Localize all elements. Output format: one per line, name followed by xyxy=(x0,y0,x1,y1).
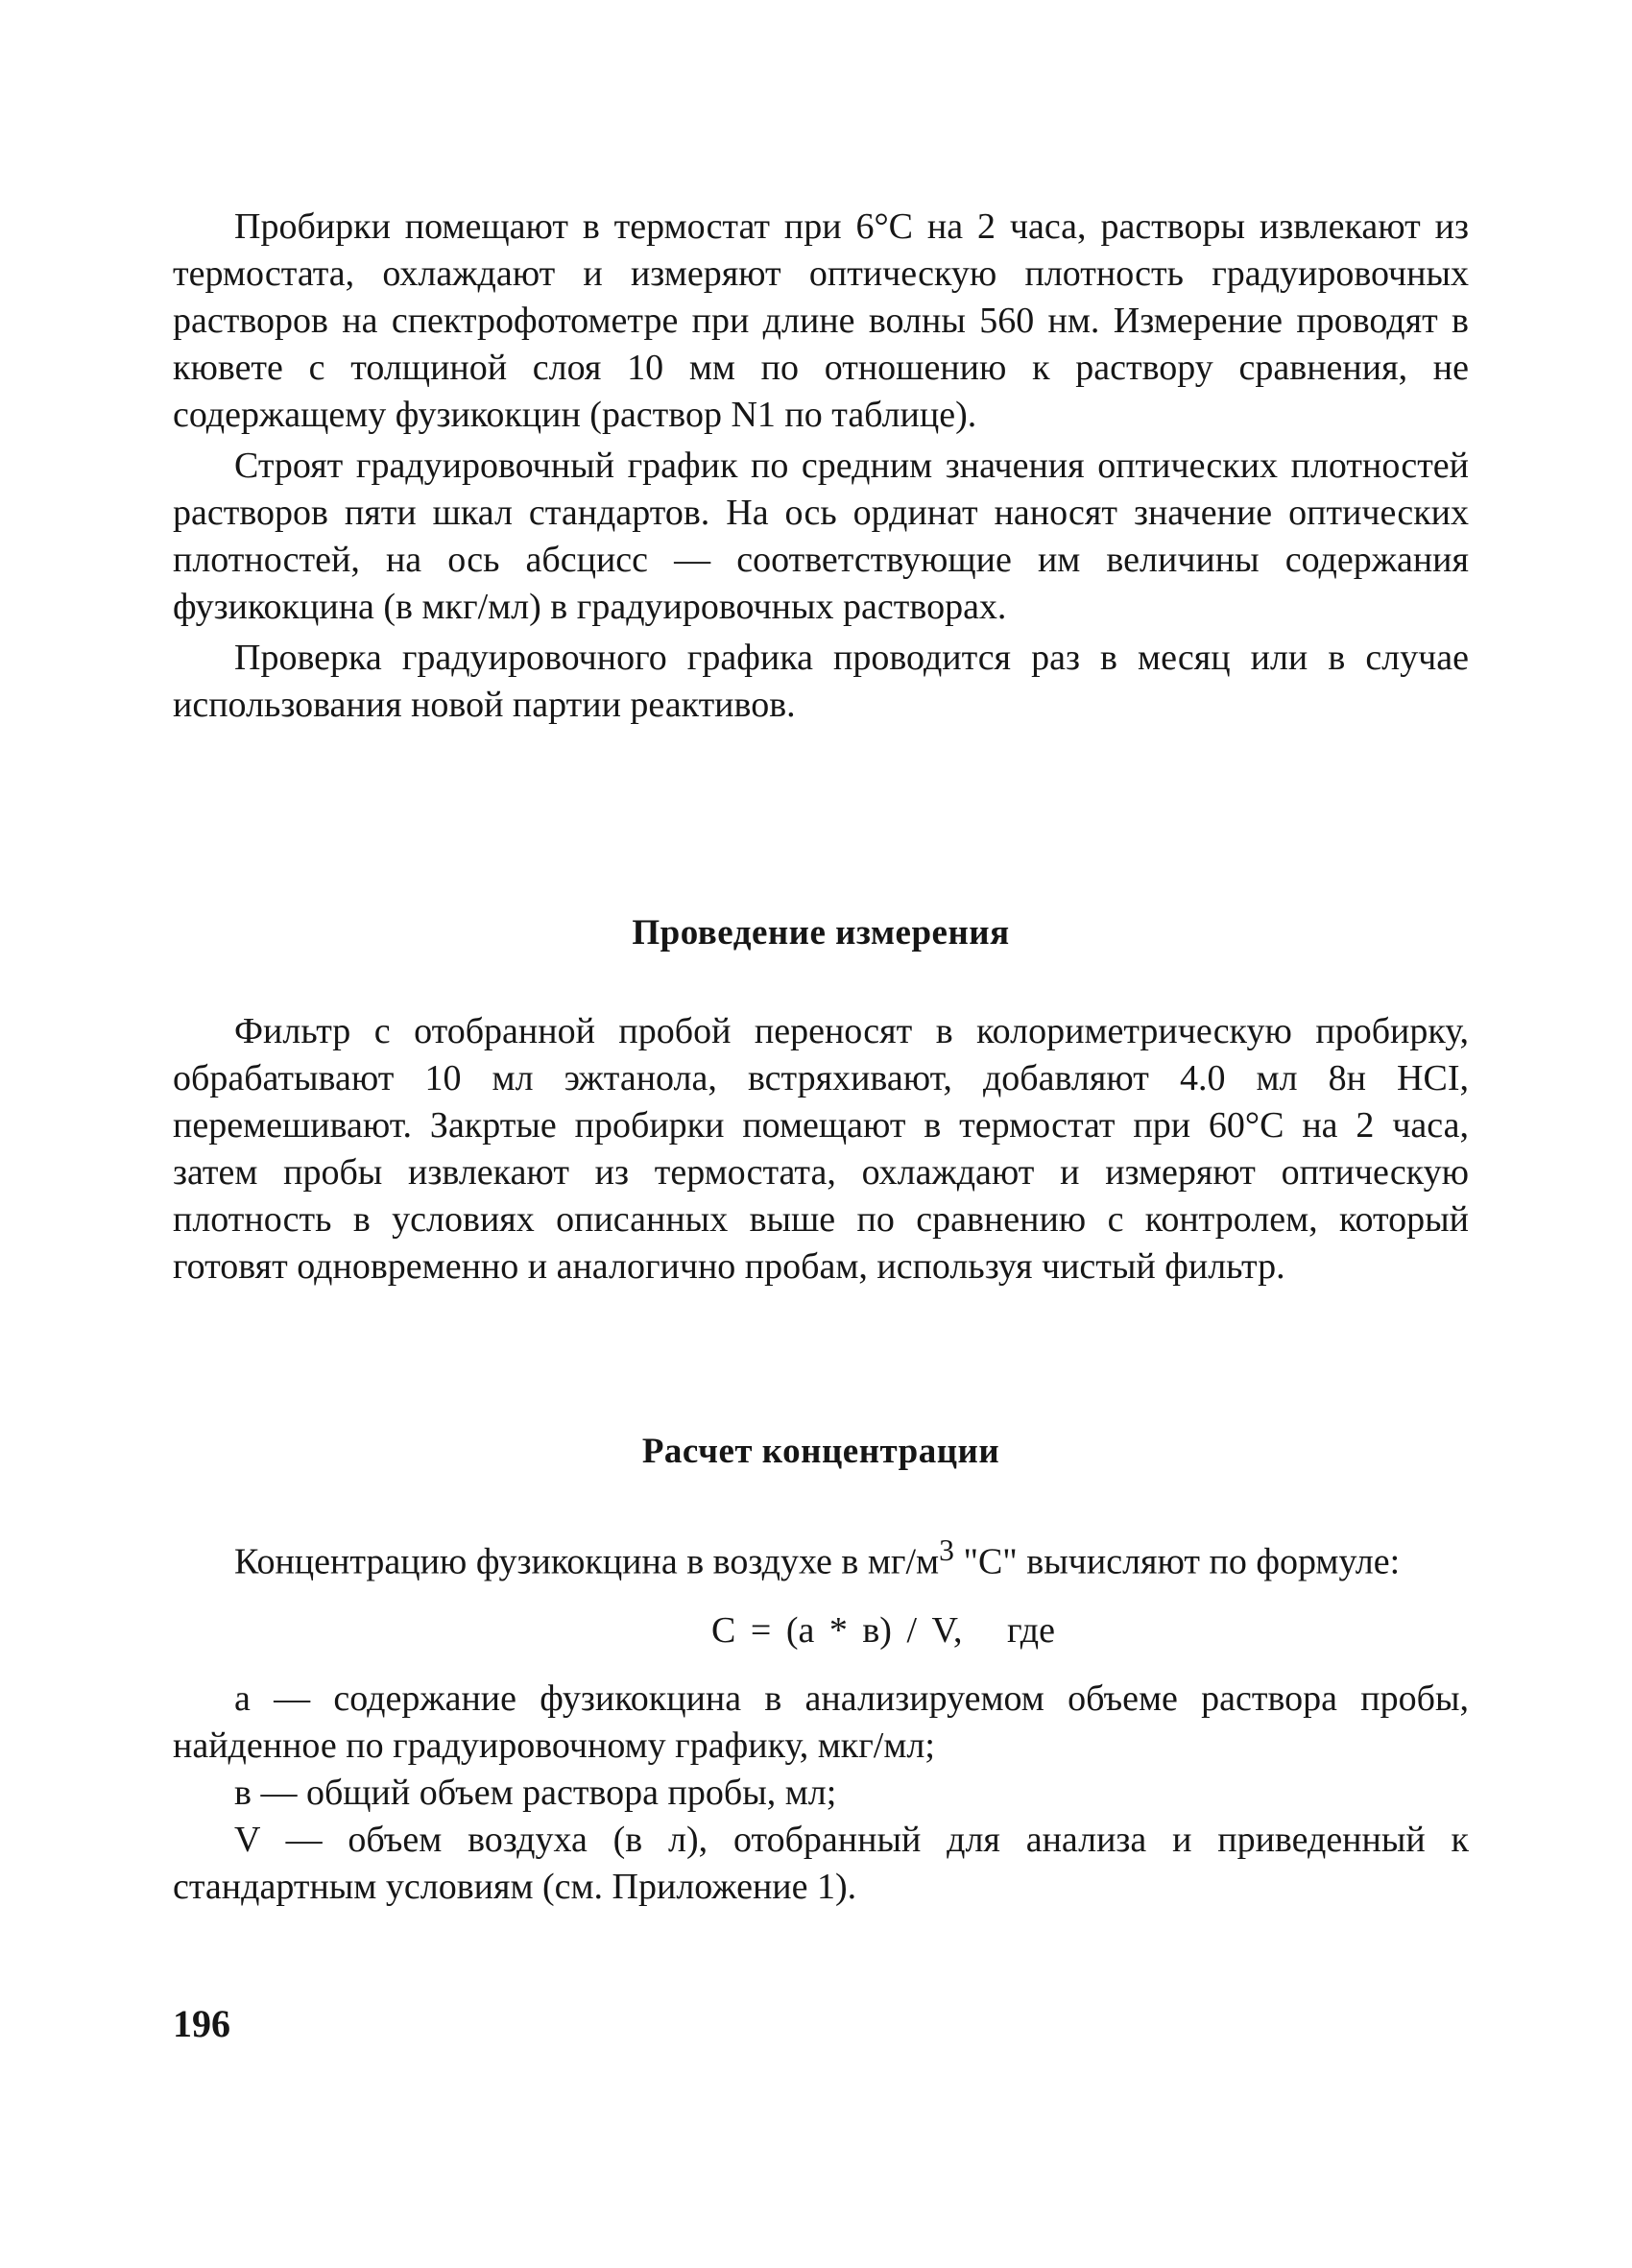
top-text-block xyxy=(173,204,1469,729)
page-number: 196 xyxy=(173,2002,230,2045)
paragraph-calculation-intro xyxy=(173,1527,1469,1586)
measurement-text-block xyxy=(173,1008,1469,1291)
intro-text-after: "С" вычисляют по формуле: xyxy=(953,1541,1401,1582)
measurement-section xyxy=(173,912,1469,953)
formula-expression: С = (а * в) / V, xyxy=(711,1609,963,1651)
intro-superscript: 3 xyxy=(939,1533,954,1567)
formula xyxy=(173,1607,1469,1654)
paragraph-thermostat: Пробирки помещают в термостат при 6°С на 2 часа, растворы извлекают из термостата, охлаждают и измеряют оптическую плотность градуировочных растворов на спектрофотометре при длине волны 560 нм. Измерение проводят в кювете с толщиной слоя 10 мм по отношению к раствору сравнения, не содержащему фузикокцин (раствор N1 по таблице). xyxy=(173,206,1469,435)
calculation-text-block xyxy=(173,1527,1469,1911)
definition-volume: V — объем воздуха (в л), отобранный для анализа и приведенный к стандартным условиям (см. Приложение 1). xyxy=(173,1819,1469,1907)
heading-calculation: Расчет концентрации xyxy=(641,1432,1000,1471)
paragraph-graph-check: Проверка градуировочного графика проводится раз в месяц или в случае использования новой партии реактивов. xyxy=(173,638,1469,725)
paragraph-calibration-graph: Строят градуировочный график по средним значения оптических плотностей растворов пяти шкал стандартов. На ось ординат наносят значение оптических плотностей, на ось абсцисс — соответствующие им величины содержания фузикокцина (в мкг/мл) в градуировочных растворах. xyxy=(173,446,1469,627)
definition-v: в — общий объем раствора пробы, мл; xyxy=(234,1772,837,1813)
formula-suffix: где xyxy=(1007,1609,1055,1651)
intro-text-before: Концентрацию фузикокцина в воздухе в мг/м xyxy=(234,1541,940,1582)
calculation-section xyxy=(173,1431,1469,1472)
heading-measurement: Проведение измерения xyxy=(632,913,1010,953)
definition-a: а — содержание фузикокцина в анализируемом объеме раствора пробы, найденное по градуировочному графику, мкг/мл; xyxy=(173,1677,1469,1766)
paragraph-measurement: Фильтр с отобранной пробой переносят в колориметрическую пробирку, обрабатывают 10 мл эжтанола, встряхивают, добавляют 4.0 мл 8н HCI, перемешивают. Закртые пробирки помещают в термостат при 60°С на 2 часа, затем пробы извлекают из термостата, охлаждают и измеряют оптическую плотность в условиях описанных выше по сравнению с контролем, который готовят одновременно и аналогично пробам, используя чистый фильтр. xyxy=(173,1011,1469,1287)
